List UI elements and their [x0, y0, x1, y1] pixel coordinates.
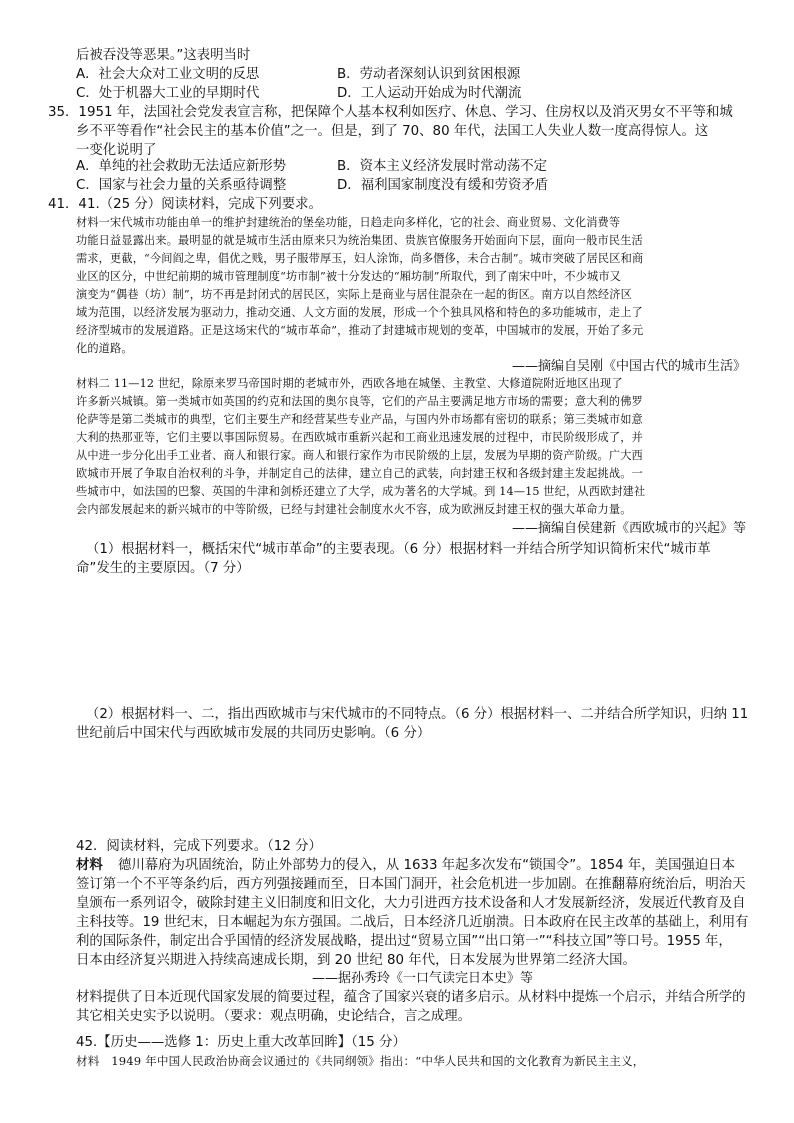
q41-m1-source: ——摘编自吴刚《中国古代的城市生活》 — [511, 359, 746, 374]
q41-m2-line: 欧城市开展了争取自治权利的斗争，并制定自己的法律，建立自己的武装，向封建王权和各级封建主发起挑战。一 — [76, 467, 643, 480]
q35-option-b: B．资本主义经济发展时常动荡不定 — [337, 159, 548, 174]
q42-material-line: 签订第一个不平等条约后，西方列强接踵而至，日本国门洞开，社会危机进一步加剧。在推翻幕府统治后，明治天 — [76, 877, 746, 892]
q35-option-a: A．单纯的社会救助无法适应新形势 — [76, 159, 287, 174]
q42-title: 42．阅读材料，完成下列要求。（12 分） — [76, 839, 322, 854]
q42-material-line: 德川幕府为巩固统治，防止外部势力的侵入，从 1633 年起多次发布“锁国令”。1854 年，美国强迫日本 — [118, 858, 736, 873]
q42-ask-line1: 材料提供了日本近现代国家发展的简要过程，蕴含了国家兴衰的诸多启示。从材料中提炼一个启示，并结合所学的 — [76, 990, 746, 1005]
q35-stem-line2: 乡不平等看作“社会民主的基本价值”之一。但是，到了 70、80 年代，法国工人失业人数一度高得惊人。这 — [76, 124, 709, 139]
q41-m2-line: 些城市中，如法国的巴黎、英国的牛津和剑桥还建立了大学，成为著名的大学城。到 14—15 世纪，从西欧封建社 — [76, 485, 646, 498]
q41-m2-line: 大利的热那亚等，它们主要以事国际贸易。在西欧城市重新兴起和工商业迅速发展的过程中，市民阶级形成了，并 — [76, 431, 643, 444]
q41-sub2-line1: （2）根据材料一、二，指出西欧城市与宋代城市的不同特点。（6 分）根据材料一、二并结合所学知识，归纳 11 — [86, 707, 749, 722]
q41-m1-line: 需求，更截，“今间阎之卑，倡优之贱，男子服带厚玉，妇人涂饰，尚多僭侈，未合古制”。城市突破了居民区和商 — [76, 252, 644, 265]
q41-m2-source: ——摘编自侯建新《西欧城市的兴起》等 — [511, 521, 746, 536]
q41-title: 41．41.（25 分）阅读材料，完成下列要求。 — [48, 197, 322, 212]
q42-ask-line2: 其它相关史实予以说明。（要求：观点明确，史论结合，言之成理。 — [76, 1009, 472, 1024]
q42-material-line: 日本由经济复兴期进入持续高速成长期，到 20 世纪 80 年代，日本发展为世界第二经济大国。 — [76, 953, 636, 968]
q41-m2-line: 伦萨等是第二类城市的典型，它们主要生产和经营某些专业产品，与国内外市场都有密切的联系；第三类城市如意 — [76, 413, 643, 426]
q41-sub1-line2: 命”发生的主要原因。（7 分） — [76, 561, 250, 576]
q35-option-d: D．福利国家制度没有缓和劳资矛盾 — [337, 178, 549, 193]
q41-m1-line: 域为范围，以经济发展为驱动力，推动交通、人文方面的发展，形成一个个独具风格和特色的多功能城市，走上了 — [76, 306, 643, 319]
q42-material-line: 皇颁布一系列诏令，破除封建主义旧制度和旧文化，大力引进西方技术设备和人才发展新经济，发展近代教育及自 — [76, 896, 746, 911]
q35-stem-line3: 一变化说明了 — [76, 143, 157, 158]
q35-stem-line1: 35．1951 年，法国社会党发表宣言称，把保障个人基本权利如医疗、休息、学习、住房权以及消灭男女不平等和城 — [48, 105, 733, 120]
q41-sub1-line1: （1）根据材料一，概括宋代“城市革命”的主要表现。（6 分）根据材料一并结合所学知识简析宋代“城市革 — [86, 542, 711, 557]
q41-m1-line: 演变为“偶巷（坊）制”，坊不再是封闭式的居民区，实际上是商业与居住混杂在一起的街区。南方以自然经济区 — [76, 288, 632, 301]
q34-stem-tail: 后被吞没等恶果。”这表明当时 — [76, 48, 251, 63]
q34-option-b: B．劳动者深刻认识到贫困根源 — [337, 67, 521, 82]
q41-m1-line: 经济型城市的发展道路。正是这场宋代的“城市革命”，推动了封建城市规划的变革，中国城市的发展，开始了多元 — [76, 324, 644, 337]
q41-m2-line: 许多新兴城镇。第一类城市如英国的约克和法国的奥尔良等，它们的产品主要满足地方市场的需要；意大利的佛罗 — [76, 395, 643, 408]
q45-title: 45.【历史——选修 1：历史上重大改革回眸】（15 分） — [76, 1035, 406, 1050]
q41-m2-line: 材料二 11—12 世纪，除原来罗马帝国时期的老城市外，西欧各地在城堡、主教堂、大修道院附近地区出现了 — [76, 377, 623, 390]
q41-m1-line: 材料一宋代城市功能由单一的维护封建统治的堡垒功能，日趋走向多样化，它的社会、商业贸易、文化消费等 — [76, 216, 621, 229]
q34-option-c: C．处于机器大工业的早期时代 — [76, 86, 260, 101]
q35-option-c: C．国家与社会力量的关系亟待调整 — [76, 178, 287, 193]
q42-material-line: 主科技等。19 世纪末，日本崛起为东方强国。二战后，日本经济几近崩溃。日本政府在民主改革的基础上，利用有 — [76, 915, 749, 930]
q34-option-d: D．工人运动开始成为时代潮流 — [337, 86, 522, 101]
q41-m1-line: 化的道路。 — [76, 342, 133, 355]
q41-m1-line: 业区的区分，中世纪前期的城市管理制度“坊市制”被十分发达的“厢坊制”所取代，到了南宋中叶，不少城市又 — [76, 270, 622, 283]
q41-m1-line: 功能日益显露出来。最明显的就是城市生活由原来只为统治集团、贵族官僚服务开始面向下层，面向一般市民生活 — [76, 234, 643, 247]
q42-source: ——据孙秀玲《一口气读完日本史》等 — [312, 971, 534, 986]
q41-m2-line: 从中进一步分化出手工业者、商人和银行家。商人和银行家作为市民阶级的上层，发展为早期的资产阶级。广大西 — [76, 449, 643, 462]
q45-material-line: 材料 1949 年中国人民政治协商会议通过的《共同纲领》指出：“中华人民共和国的文化教育为新民主主义， — [76, 1054, 645, 1068]
q41-m2-line: 会内部发展起来的新兴城市的中等阶级，已经与封建社会制度水火不容，成为欧洲反封建王权的强大革命力量。 — [76, 503, 632, 516]
q42-material-line: 利的国际条件，制定出合乎国情的经济发展战略，提出过“贸易立国”“出口第一”“科技立国”等口号。1955 年， — [76, 934, 732, 949]
q34-option-a: A．社会大众对工业文明的反思 — [76, 67, 260, 82]
q41-sub2-line2: 世纪前后中国宋代与西欧城市发展的共同历史影响。（6 分） — [76, 726, 431, 741]
q42-material-label: 材料 — [76, 858, 103, 873]
